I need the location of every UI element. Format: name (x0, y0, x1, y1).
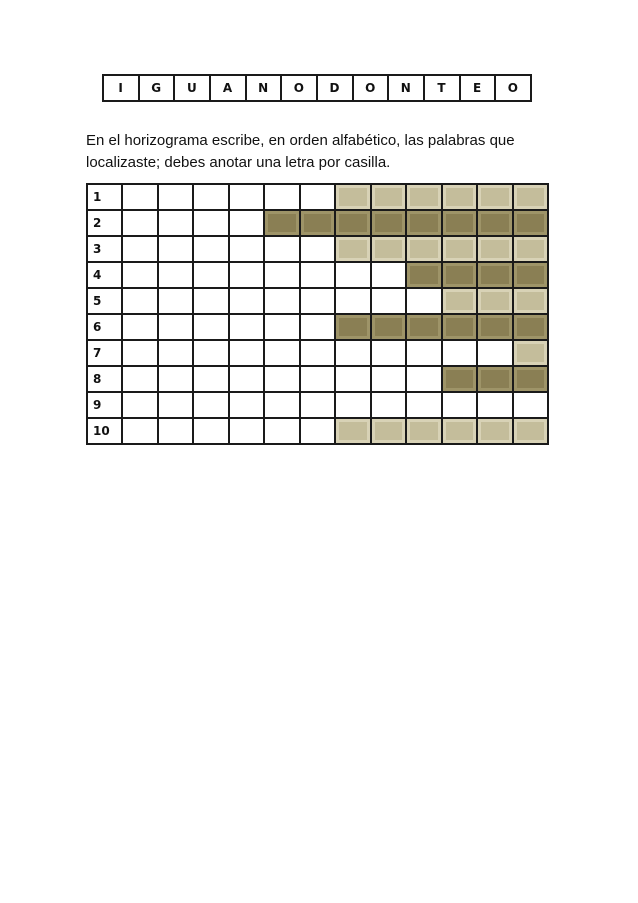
shaded-cell (513, 184, 549, 210)
row-number: 1 (87, 184, 122, 210)
answer-cell[interactable] (229, 184, 265, 210)
answer-cell[interactable] (406, 392, 442, 418)
shaded-cell (513, 236, 549, 262)
letter-cell: D (317, 75, 353, 101)
letter-cell: N (388, 75, 424, 101)
answer-cell[interactable] (513, 392, 549, 418)
answer-cell[interactable] (300, 314, 336, 340)
answer-cell[interactable] (300, 366, 336, 392)
answer-cell[interactable] (264, 314, 300, 340)
answer-cell[interactable] (335, 366, 371, 392)
letter-cell: O (281, 75, 317, 101)
answer-cell[interactable] (122, 366, 158, 392)
instructions-line-2: localizaste; debes anotar una letra por casilla. (86, 154, 391, 171)
answer-cell[interactable] (371, 392, 407, 418)
shaded-cell (335, 210, 371, 236)
letter-cell: E (460, 75, 496, 101)
answer-cell[interactable] (264, 262, 300, 288)
answer-cell[interactable] (122, 236, 158, 262)
grid-row (87, 262, 548, 288)
shaded-cell (264, 210, 300, 236)
shaded-cell (513, 210, 549, 236)
grid-row (87, 366, 548, 392)
shaded-cell (335, 418, 371, 444)
shaded-cell (442, 288, 478, 314)
answer-cell[interactable] (122, 340, 158, 366)
answer-cell[interactable] (335, 262, 371, 288)
answer-cell[interactable] (335, 288, 371, 314)
letter-cell: A (210, 75, 246, 101)
letter-cell: I (103, 75, 139, 101)
answer-cell[interactable] (193, 366, 229, 392)
shaded-cell (513, 262, 549, 288)
shaded-cell (335, 314, 371, 340)
answer-cell[interactable] (406, 288, 442, 314)
grid-row (87, 210, 548, 236)
row-number: 9 (87, 392, 122, 418)
shaded-cell (513, 314, 549, 340)
grid-row (87, 392, 548, 418)
answer-cell[interactable] (442, 340, 478, 366)
shaded-cell (442, 236, 478, 262)
answer-cell[interactable] (300, 392, 336, 418)
answer-cell[interactable] (477, 392, 513, 418)
answer-cell[interactable] (264, 418, 300, 444)
shaded-cell (442, 184, 478, 210)
answer-cell[interactable] (158, 392, 194, 418)
horizogram-grid (86, 183, 549, 445)
letter-strip-row (103, 75, 531, 101)
shaded-cell (335, 236, 371, 262)
answer-cell[interactable] (122, 314, 158, 340)
answer-cell[interactable] (122, 288, 158, 314)
shaded-cell (477, 418, 513, 444)
answer-cell[interactable] (193, 288, 229, 314)
row-number: 6 (87, 314, 122, 340)
shaded-cell (406, 236, 442, 262)
grid-row (87, 236, 548, 262)
row-number: 10 (87, 418, 122, 444)
shaded-cell (513, 366, 549, 392)
grid-row (87, 184, 548, 210)
answer-cell[interactable] (229, 418, 265, 444)
answer-cell[interactable] (229, 314, 265, 340)
answer-cell[interactable] (193, 210, 229, 236)
answer-cell[interactable] (264, 340, 300, 366)
shaded-cell (477, 184, 513, 210)
answer-cell[interactable] (229, 392, 265, 418)
answer-cell[interactable] (158, 236, 194, 262)
letter-cell: O (353, 75, 389, 101)
answer-cell[interactable] (406, 366, 442, 392)
shaded-cell (477, 288, 513, 314)
grid-row (87, 314, 548, 340)
shaded-cell (442, 210, 478, 236)
shaded-cell (406, 418, 442, 444)
answer-cell[interactable] (229, 288, 265, 314)
letter-cell: O (495, 75, 531, 101)
shaded-cell (371, 236, 407, 262)
answer-cell[interactable] (158, 262, 194, 288)
shaded-cell (371, 184, 407, 210)
shaded-cell (371, 210, 407, 236)
answer-cell[interactable] (477, 340, 513, 366)
row-number: 4 (87, 262, 122, 288)
answer-cell[interactable] (371, 288, 407, 314)
answer-cell[interactable] (371, 340, 407, 366)
answer-cell[interactable] (229, 262, 265, 288)
shaded-cell (442, 366, 478, 392)
answer-cell[interactable] (193, 314, 229, 340)
row-number: 8 (87, 366, 122, 392)
answer-cell[interactable] (229, 236, 265, 262)
answer-cell[interactable] (335, 392, 371, 418)
letter-cell: U (174, 75, 210, 101)
shaded-cell (513, 340, 549, 366)
answer-cell[interactable] (193, 184, 229, 210)
shaded-cell (300, 210, 336, 236)
answer-cell[interactable] (264, 392, 300, 418)
letter-cell: N (246, 75, 282, 101)
answer-cell[interactable] (300, 288, 336, 314)
shaded-cell (335, 184, 371, 210)
answer-cell[interactable] (193, 418, 229, 444)
shaded-cell (477, 366, 513, 392)
grid-row (87, 340, 548, 366)
instructions-line-1: En el horizograma escribe, en orden alfabético, las palabras que (86, 132, 515, 149)
answer-cell[interactable] (158, 366, 194, 392)
answer-cell[interactable] (122, 262, 158, 288)
answer-cell[interactable] (122, 184, 158, 210)
answer-cell[interactable] (158, 418, 194, 444)
answer-cell[interactable] (158, 184, 194, 210)
instructions-text (86, 130, 556, 174)
answer-cell[interactable] (122, 392, 158, 418)
answer-cell[interactable] (229, 340, 265, 366)
answer-cell[interactable] (264, 236, 300, 262)
answer-cell[interactable] (300, 184, 336, 210)
row-number: 7 (87, 340, 122, 366)
answer-cell[interactable] (406, 340, 442, 366)
row-number: 5 (87, 288, 122, 314)
answer-cell[interactable] (122, 210, 158, 236)
shaded-cell (477, 262, 513, 288)
answer-cell[interactable] (193, 262, 229, 288)
shaded-cell (513, 288, 549, 314)
row-number: 3 (87, 236, 122, 262)
grid-row (87, 418, 548, 444)
shaded-cell (477, 236, 513, 262)
shaded-cell (442, 262, 478, 288)
shaded-cell (477, 314, 513, 340)
row-number: 2 (87, 210, 122, 236)
shaded-cell (371, 314, 407, 340)
shaded-cell (406, 210, 442, 236)
answer-cell[interactable] (335, 340, 371, 366)
shaded-cell (442, 418, 478, 444)
shaded-cell (513, 418, 549, 444)
answer-cell[interactable] (442, 392, 478, 418)
shaded-cell (371, 418, 407, 444)
answer-cell[interactable] (371, 262, 407, 288)
answer-cell[interactable] (122, 418, 158, 444)
shaded-cell (442, 314, 478, 340)
answer-cell[interactable] (229, 210, 265, 236)
answer-cell[interactable] (158, 340, 194, 366)
answer-cell[interactable] (158, 288, 194, 314)
answer-cell[interactable] (264, 366, 300, 392)
answer-cell[interactable] (229, 366, 265, 392)
answer-cell[interactable] (300, 262, 336, 288)
answer-cell[interactable] (264, 184, 300, 210)
shaded-cell (406, 262, 442, 288)
letter-cell: G (139, 75, 175, 101)
shaded-cell (477, 210, 513, 236)
answer-cell[interactable] (158, 314, 194, 340)
answer-cell[interactable] (300, 340, 336, 366)
answer-cell[interactable] (193, 340, 229, 366)
answer-cell[interactable] (300, 418, 336, 444)
shaded-cell (406, 314, 442, 340)
answer-cell[interactable] (193, 392, 229, 418)
answer-cell[interactable] (371, 366, 407, 392)
letter-strip (102, 74, 532, 102)
grid-row (87, 288, 548, 314)
letter-cell: T (424, 75, 460, 101)
answer-cell[interactable] (300, 236, 336, 262)
shaded-cell (406, 184, 442, 210)
answer-cell[interactable] (158, 210, 194, 236)
answer-cell[interactable] (264, 288, 300, 314)
answer-cell[interactable] (193, 236, 229, 262)
